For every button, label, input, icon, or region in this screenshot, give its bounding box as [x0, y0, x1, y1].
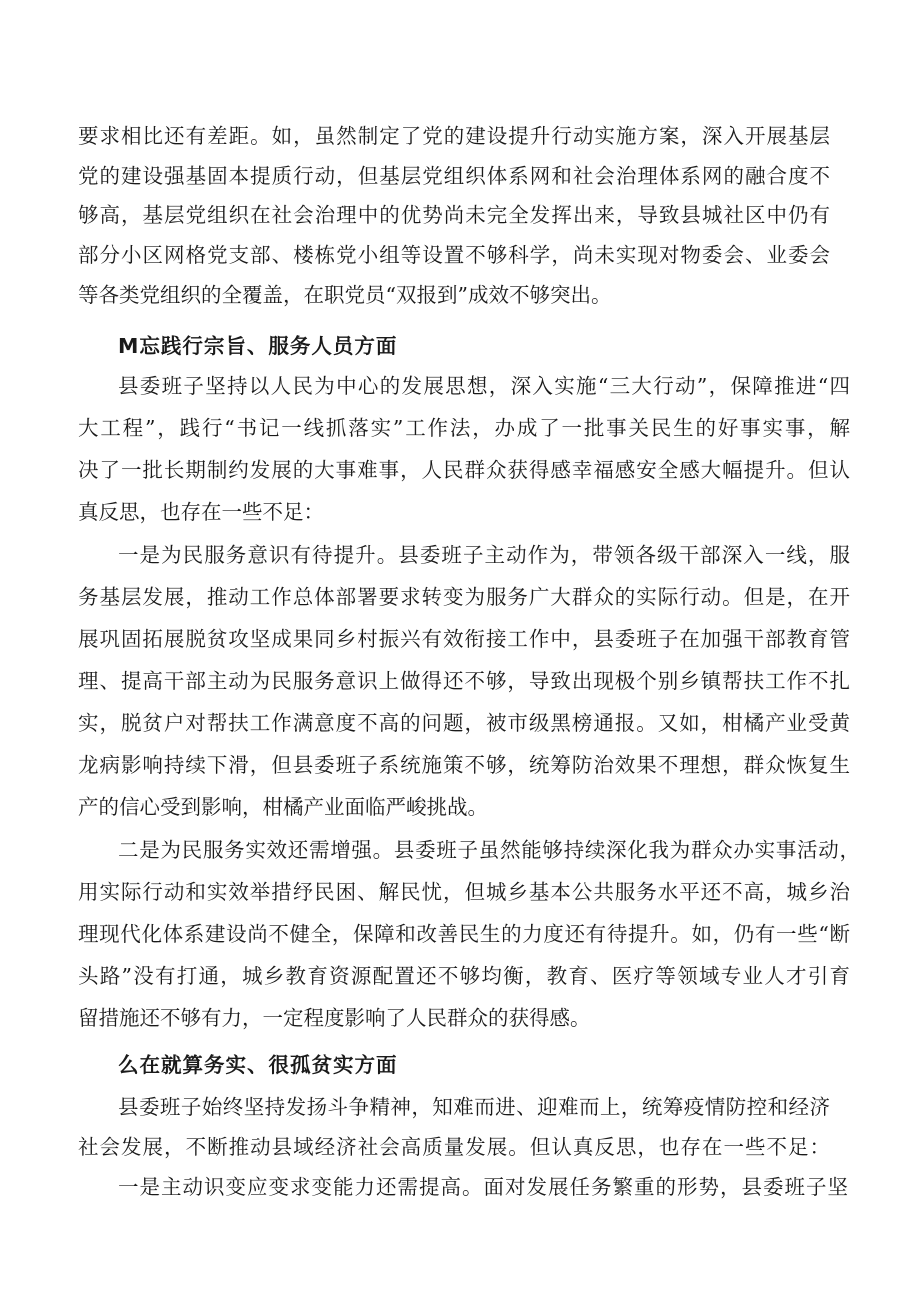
- paragraph-line: 用实际行动和实效举措纾民困、解民忧，但城乡基本公共服务水平还不高，城乡治: [78, 880, 850, 904]
- paragraph-line: 务基层发展，推动工作总体部署要求转变为服务广大群众的实际行动。但是，在开: [78, 585, 850, 609]
- paragraph-line: 龙病影响持续下滑，但县委班子系统施策不够，统筹防治效果不理想，群众恢复生: [78, 753, 850, 777]
- paragraph-line: 二是为民服务实效还需增强。县委班子虽然能够持续深化我为群众办实事活动，: [118, 838, 860, 862]
- paragraph-line: 部分小区网格党支部、楼栋党小组等设置不够科学，尚未实现对物委会、业委会: [78, 243, 830, 267]
- paragraph-line: 大工程”，践行“书记一线抓落实”工作法，办成了一批事关民生的好事实事，解: [78, 416, 850, 440]
- paragraph-line: 理、提高干部主动为民服务意识上做得还不够，导致出现极个别乡镇帮扶工作不扎: [78, 669, 850, 693]
- paragraph-line: 展巩固拓展脱贫攻坚成果同乡村振兴有效衔接工作中，县委班子在加强干部教育管: [78, 627, 850, 651]
- paragraph-line: 决了一批长期制约发展的大事难事，人民群众获得感幸福感安全感大幅提升。但认: [78, 458, 850, 482]
- paragraph-line: 县委班子始终坚持发扬斗争精神，知难而进、迎难而上，统筹疫情防控和经济: [118, 1095, 830, 1119]
- paragraph-line: 要求相比还有差距。如，虽然制定了党的建设提升行动实施方案，深入开展基层: [78, 124, 830, 148]
- paragraph-line: 等各类党组织的全覆盖，在职党员“双报到”成效不够突出。: [78, 283, 612, 307]
- paragraph-line: 理现代化体系建设尚不健全，保障和改善民生的力度还有待提升。如，仍有一些“断: [78, 922, 850, 946]
- paragraph-line: 留措施还不够有力，一定程度影响了人民群众的获得感。: [78, 1006, 591, 1030]
- paragraph-line: 县委班子坚持以人民为中心的发展思想，深入实施“三大行动”，保障推进“四: [118, 374, 850, 398]
- paragraph-line: 实，脱贫户对帮扶工作满意度不高的问题，被市级黑榜通报。又如，柑橘产业受黄: [78, 711, 850, 735]
- paragraph-line: 真反思，也存在一些不足：: [78, 500, 324, 524]
- paragraph-line: 够高，基层党组织在社会治理中的优势尚未完全发挥出来，导致县城社区中仍有: [78, 203, 830, 227]
- paragraph-line: 头路”没有打通，城乡教育资源配置还不够均衡，教育、医疗等领域专业人才引育: [78, 964, 850, 988]
- paragraph-line: 社会发展，不断推动县域经济社会高质量发展。但认真反思，也存在一些不足：: [78, 1135, 830, 1159]
- paragraph-line: 一是为民服务意识有待提升。县委班子主动作为，带领各级干部深入一线，服: [118, 543, 850, 567]
- section-heading: M忘践行宗旨、服务人员方面: [118, 334, 398, 358]
- paragraph-line: 党的建设强基固本提质行动，但基层党组织体系网和社会治理体系网的融合度不: [78, 164, 830, 188]
- paragraph-line: 产的信心受到影响，柑橘产业面临严峻挑战。: [78, 795, 488, 819]
- paragraph-line: 一是主动识变应变求变能力还需提高。面对发展任务繁重的形势，县委班子坚: [118, 1175, 848, 1199]
- section-heading: 么在就算务实、很孤贫实方面: [118, 1053, 398, 1077]
